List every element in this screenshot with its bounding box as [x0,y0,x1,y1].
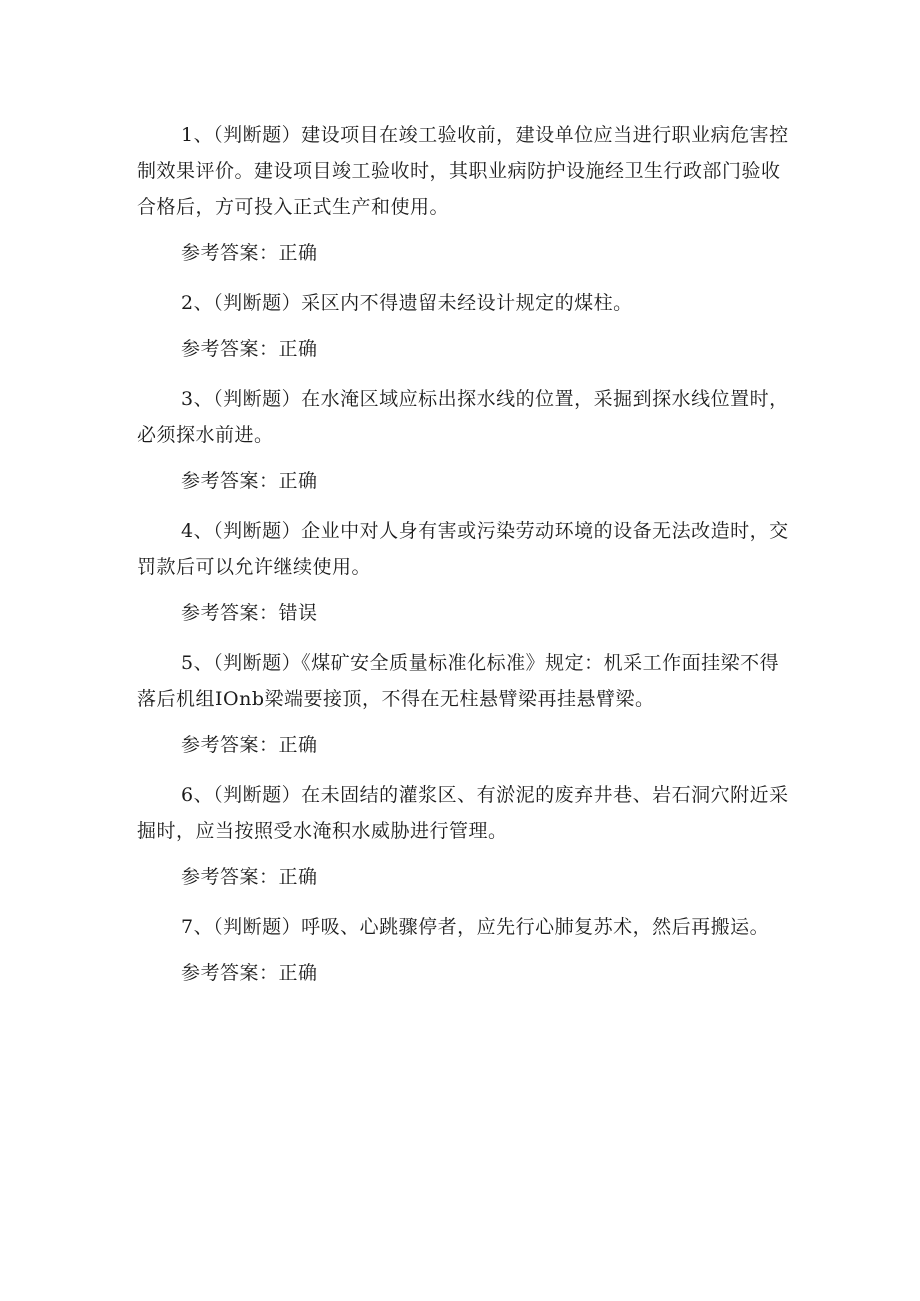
question-5: 5、（判断题）《煤矿安全质量标准化标准》规定：机采工作面挂梁不得落后机组IOnb梁端要接顶，不得在无柱悬臂梁再挂悬臂梁。 [137,652,780,710]
answer-value: 正确 [278,338,318,360]
question-1: 1、（判断题）建设项目在竣工验收前，建设单位应当进行职业病危害控制效果评价。建设项目竣工验收时，其职业病防护设施经卫生行政部门验收合格后，方可投入正式生产和使用。 [137,124,789,218]
answer-label: 参考答案： [181,734,279,756]
answer-value: 正确 [278,470,318,492]
answer-value: 正确 [278,962,318,984]
answer-value: 错误 [278,602,318,624]
answer-1 [137,235,797,271]
answer-4 [137,595,797,631]
answer-label: 参考答案： [181,962,279,984]
answer-value: 正确 [278,866,318,888]
answer-label: 参考答案： [181,470,279,492]
question-2: 2、（判断题）采区内不得遗留未经设计规定的煤柱。 [181,292,633,314]
answer-label: 参考答案： [181,338,279,360]
answer-value: 正确 [278,242,318,264]
answer-6 [137,859,797,895]
answer-label: 参考答案： [181,242,279,264]
question-7: 7、（判断题）呼吸、心跳骤停者，应先行心肺复苏术，然后再搬运。 [181,916,770,938]
question-4: 4、（判断题）企业中对人身有害或污染劳动环境的设备无法改造时，交罚款后可以允许继续使用。 [137,520,789,578]
answer-3 [137,463,797,499]
answer-7 [137,955,797,991]
question-3: 3、（判断题）在水淹区域应标出探水线的位置，采掘到探水线位置时，必须探水前进。 [137,388,789,446]
answer-2 [137,331,797,367]
answer-label: 参考答案： [181,602,279,624]
answer-5 [137,727,797,763]
question-6: 6、（判断题）在未固结的灌浆区、有淤泥的废弃井巷、岩石洞穴附近采掘时，应当按照受水淹积水威胁进行管理。 [137,784,789,842]
answer-value: 正确 [278,734,318,756]
question-list [137,117,797,1005]
answer-label: 参考答案： [181,866,279,888]
